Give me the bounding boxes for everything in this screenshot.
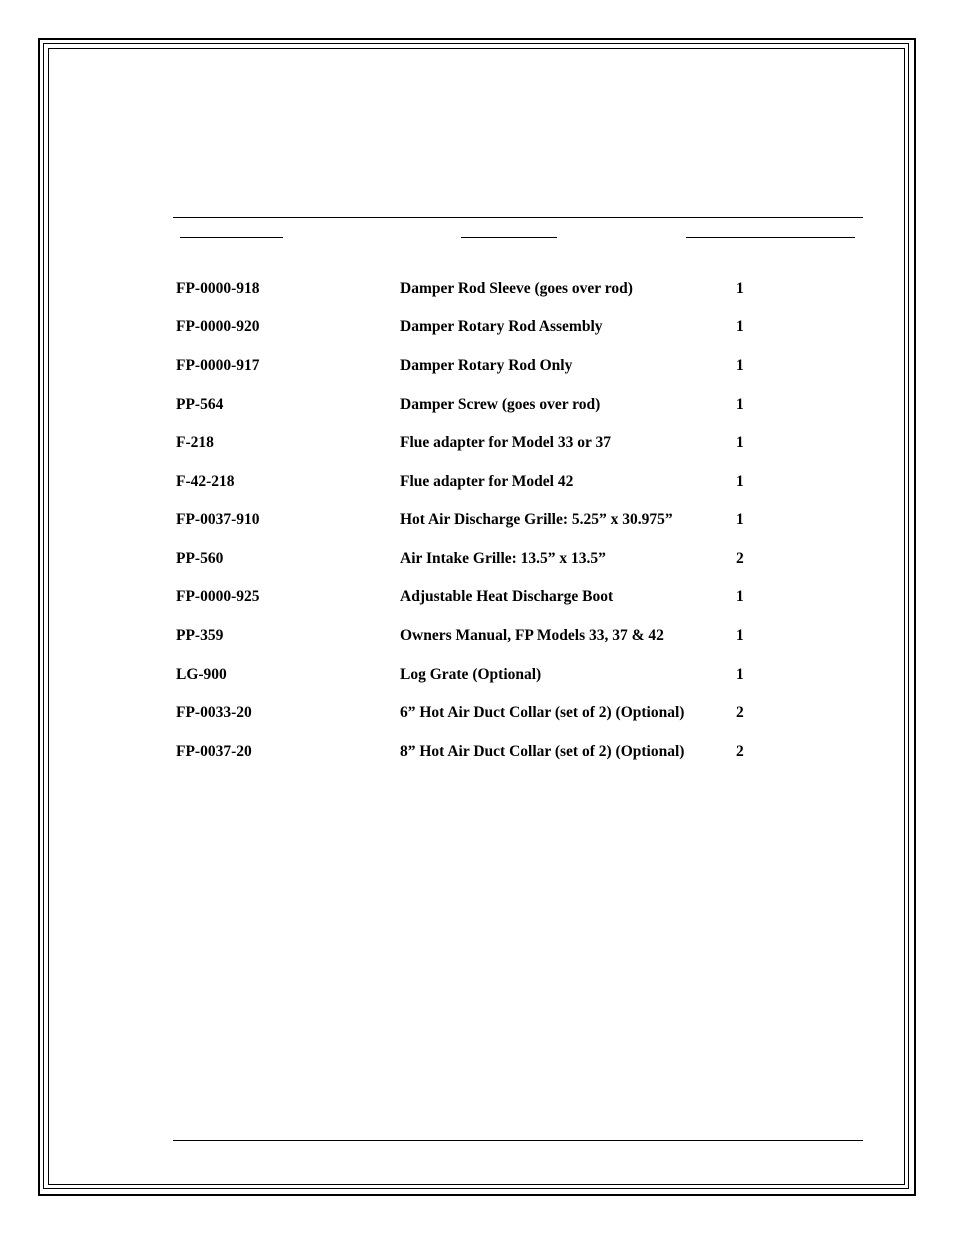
table-row — [0, 432, 954, 454]
part-description: Log Grate (Optional) — [400, 666, 542, 683]
part-description: Damper Rotary Rod Only — [400, 357, 573, 374]
part-number: FP-0000-925 — [176, 588, 260, 605]
part-quantity: 1 — [736, 473, 744, 490]
table-row — [0, 394, 954, 416]
table-row — [0, 471, 954, 493]
part-quantity: 1 — [736, 318, 744, 335]
table-row — [0, 741, 954, 763]
part-description: Hot Air Discharge Grille: 5.25” x 30.975” — [400, 511, 673, 528]
part-description: 6” Hot Air Duct Collar (set of 2) (Optional) — [400, 704, 685, 721]
part-description: Damper Rod Sleeve (goes over rod) — [400, 280, 633, 297]
part-number: FP-0037-20 — [176, 743, 252, 760]
part-description: 8” Hot Air Duct Collar (set of 2) (Optional) — [400, 743, 685, 760]
part-description: Damper Rotary Rod Assembly — [400, 318, 603, 335]
part-quantity: 1 — [736, 357, 744, 374]
part-number: F-218 — [176, 434, 214, 451]
table-row — [0, 355, 954, 377]
table-row — [0, 625, 954, 647]
table-row — [0, 548, 954, 570]
part-quantity: 1 — [736, 588, 744, 605]
part-number: LG-900 — [176, 666, 227, 683]
part-quantity: 1 — [736, 627, 744, 644]
part-number: FP-0000-917 — [176, 357, 260, 374]
page-border-inner — [48, 48, 905, 1185]
part-number: FP-0033-20 — [176, 704, 252, 721]
part-number: PP-359 — [176, 627, 224, 644]
table-row — [0, 702, 954, 724]
part-number: FP-0037-910 — [176, 511, 260, 528]
part-quantity: 1 — [736, 434, 744, 451]
part-quantity: 2 — [736, 743, 744, 760]
part-number: PP-564 — [176, 396, 224, 413]
part-description: Air Intake Grille: 13.5” x 13.5” — [400, 550, 606, 567]
column-header-quantity — [686, 237, 855, 238]
footer-rule — [173, 1140, 863, 1141]
table-row — [0, 586, 954, 608]
table-row — [0, 278, 954, 300]
part-number: FP-0000-920 — [176, 318, 260, 335]
part-quantity: 1 — [736, 280, 744, 297]
part-description: Flue adapter for Model 33 or 37 — [400, 434, 611, 451]
header-rule — [173, 217, 863, 218]
part-description: Adjustable Heat Discharge Boot — [400, 588, 614, 605]
part-quantity: 2 — [736, 704, 744, 721]
part-quantity: 1 — [736, 511, 744, 528]
part-quantity: 1 — [736, 396, 744, 413]
part-number: FP-0000-918 — [176, 280, 260, 297]
part-description: Damper Screw (goes over rod) — [400, 396, 601, 413]
part-description: Owners Manual, FP Models 33, 37 & 42 — [400, 627, 664, 644]
table-row — [0, 316, 954, 338]
part-quantity: 2 — [736, 550, 744, 567]
part-quantity: 1 — [736, 666, 744, 683]
column-header-part-number — [180, 237, 283, 238]
table-row — [0, 509, 954, 531]
table-row — [0, 664, 954, 686]
part-description: Flue adapter for Model 42 — [400, 473, 574, 490]
part-number: F-42-218 — [176, 473, 235, 490]
column-header-description — [461, 237, 557, 238]
part-number: PP-560 — [176, 550, 224, 567]
